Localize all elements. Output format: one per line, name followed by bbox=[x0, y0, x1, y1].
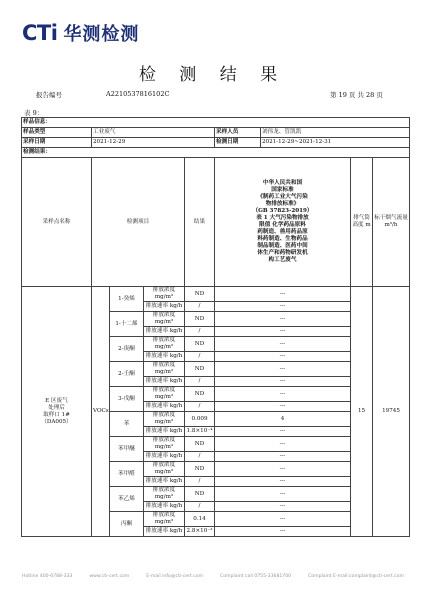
standard-line: 制品制造、医药中间 bbox=[257, 243, 308, 249]
rate-standard: --- bbox=[215, 377, 351, 387]
conc-label: 排放浓度 mg/m³ bbox=[144, 287, 185, 302]
rate-value: / bbox=[185, 502, 215, 512]
logo-latin-text: CTi bbox=[22, 21, 58, 45]
conc-label: 排放浓度 mg/m³ bbox=[144, 387, 185, 402]
compound-name: 1-十二烯 bbox=[110, 312, 144, 337]
footer-website: www.cti-cert.com bbox=[89, 574, 130, 579]
conc-label: 排放浓度 mg/m³ bbox=[144, 462, 185, 477]
conc-standard: --- bbox=[215, 437, 351, 452]
col-header-item: 检测项目 bbox=[92, 158, 185, 287]
company-logo bbox=[22, 20, 139, 46]
conc-label: 排放浓度 mg/m³ bbox=[144, 512, 185, 527]
sampler-label: 采样人员 bbox=[215, 128, 261, 138]
group-label: VOCs bbox=[92, 287, 110, 537]
standard-line: 料药制造、生物药品 bbox=[257, 236, 308, 242]
rate-value: / bbox=[185, 302, 215, 312]
conc-standard: --- bbox=[215, 362, 351, 377]
rate-label: 排放速率 kg/h bbox=[144, 327, 185, 337]
col-header-height: 排气筒高度 m bbox=[351, 158, 373, 287]
rate-label: 排放速率 kg/h bbox=[144, 477, 185, 487]
conc-label: 排放浓度 mg/m³ bbox=[144, 312, 185, 327]
rate-standard: --- bbox=[215, 502, 351, 512]
rate-label: 排放速率 kg/h bbox=[144, 352, 185, 362]
conc-standard: --- bbox=[215, 287, 351, 302]
logo-chinese-text: 华测检测 bbox=[63, 24, 140, 45]
compound-name: 苯 bbox=[110, 412, 144, 437]
rate-value: / bbox=[185, 377, 215, 387]
compound-name: 丙酮 bbox=[110, 512, 144, 537]
standard-line: 限值 化学药品原料 bbox=[259, 222, 306, 228]
conc-value: ND bbox=[185, 387, 215, 402]
compound-name: 1-癸烯 bbox=[110, 287, 144, 312]
rate-label: 排放速率 kg/h bbox=[144, 427, 185, 437]
test-date-value: 2021-12-29~2021-12-31 bbox=[261, 138, 410, 148]
rate-value: / bbox=[185, 352, 215, 362]
conc-value: ND bbox=[185, 337, 215, 352]
compound-name: 苯甲醚 bbox=[110, 437, 144, 462]
rate-value: / bbox=[185, 402, 215, 412]
standard-line: 物排放标准》 bbox=[265, 201, 300, 207]
page-info: 第 19 页 共 28 页 bbox=[330, 91, 383, 99]
conc-label: 排放浓度 mg/m³ bbox=[144, 412, 185, 427]
table-row bbox=[22, 287, 410, 302]
rate-standard: --- bbox=[215, 452, 351, 462]
standard-line: 药制造、兽用药品原 bbox=[257, 229, 308, 235]
report-number: A2210537816102C bbox=[106, 90, 170, 98]
document-title: 检 测 结 果 bbox=[138, 65, 287, 85]
rate-label: 排放速率 kg/h bbox=[144, 527, 185, 537]
sample-date-label: 采样日期 bbox=[22, 138, 92, 148]
footer-email: E-mail:info@cti-cert.com bbox=[146, 574, 204, 579]
rate-standard: --- bbox=[215, 477, 351, 487]
rate-standard: --- bbox=[215, 427, 351, 437]
conc-value: ND bbox=[185, 287, 215, 302]
report-number-label: 报告编号 bbox=[36, 91, 62, 99]
rate-standard: --- bbox=[215, 327, 351, 337]
footer-complaint-email: Complaint E-mail:complaint@cti-cert.com bbox=[308, 574, 404, 579]
standard-line: （GB 37823-2019） bbox=[252, 208, 313, 214]
results-heading: 检测结果： bbox=[22, 148, 410, 158]
rate-standard: --- bbox=[215, 527, 351, 537]
sample-type-value: 工业废气 bbox=[92, 128, 215, 138]
rate-label: 排放速率 kg/h bbox=[144, 302, 185, 312]
conc-standard: --- bbox=[215, 312, 351, 327]
rate-value: 1.8×10⁻⁴ bbox=[185, 427, 215, 437]
report-table bbox=[21, 117, 410, 537]
conc-label: 排放浓度 mg/m³ bbox=[144, 437, 185, 452]
test-date-label: 检测日期 bbox=[215, 138, 261, 148]
sample-date-value: 2021-12-29 bbox=[92, 138, 215, 148]
standard-line: 体生产和药物研发机 bbox=[257, 250, 308, 256]
rate-standard: --- bbox=[215, 402, 351, 412]
compound-name: 2-庚酮 bbox=[110, 337, 144, 362]
rate-standard: --- bbox=[215, 302, 351, 312]
conc-standard: --- bbox=[215, 337, 351, 352]
conc-standard: 4 bbox=[215, 412, 351, 427]
rate-label: 排放速率 kg/h bbox=[144, 502, 185, 512]
sampling-point: E 区废气 处理后 取样口 1# （DA005） bbox=[22, 287, 92, 537]
col-header-standard bbox=[215, 158, 351, 287]
rate-value: / bbox=[185, 327, 215, 337]
standard-line: 中华人民共和国 bbox=[262, 180, 303, 186]
sampler-value: 刘伟龙、管凯凯 bbox=[261, 128, 410, 138]
standard-line: 国家标准 bbox=[271, 187, 294, 193]
compound-name: 3-戊酮 bbox=[110, 387, 144, 412]
conc-value: 0.009 bbox=[185, 412, 215, 427]
rate-value: 2.8×10⁻³ bbox=[185, 527, 215, 537]
rate-label: 排放速率 kg/h bbox=[144, 402, 185, 412]
compound-name: 苯甲醛 bbox=[110, 462, 144, 487]
conc-label: 排放浓度 mg/m³ bbox=[144, 362, 185, 377]
footer bbox=[22, 574, 404, 579]
rate-label: 排放速率 kg/h bbox=[144, 452, 185, 462]
conc-value: ND bbox=[185, 487, 215, 502]
conc-standard: --- bbox=[215, 462, 351, 477]
conc-value: ND bbox=[185, 312, 215, 327]
rate-standard: --- bbox=[215, 352, 351, 362]
stack-height: 15 bbox=[351, 287, 373, 537]
standard-line: 表 1 大气污染物排放 bbox=[256, 215, 309, 221]
conc-label: 排放浓度 mg/m³ bbox=[144, 337, 185, 352]
compound-name: 苯乙烯 bbox=[110, 487, 144, 512]
rate-value: / bbox=[185, 477, 215, 487]
conc-standard: --- bbox=[215, 387, 351, 402]
conc-standard: --- bbox=[215, 487, 351, 502]
rate-label: 排放速率 kg/h bbox=[144, 377, 185, 387]
conc-label: 排放浓度 mg/m³ bbox=[144, 487, 185, 502]
rate-value: / bbox=[185, 452, 215, 462]
conc-value: ND bbox=[185, 437, 215, 452]
standard-line: 构工艺废气 bbox=[268, 257, 297, 263]
standard-line: 《制药工业大气污染 bbox=[257, 194, 308, 200]
table-number: 表 9： bbox=[24, 109, 44, 117]
col-header-result: 结果 bbox=[185, 158, 215, 287]
conc-value: 0.14 bbox=[185, 512, 215, 527]
sample-type-label: 样品类型 bbox=[22, 128, 92, 138]
conc-standard: --- bbox=[215, 512, 351, 527]
conc-value: ND bbox=[185, 462, 215, 477]
col-header-point: 采样点名称 bbox=[22, 158, 92, 287]
flow-rate: 19745 bbox=[373, 287, 410, 537]
compound-name: 2-壬酮 bbox=[110, 362, 144, 387]
col-header-flow: 标干烟气流量 m³/h bbox=[373, 158, 410, 287]
footer-complaint-call: Complaint call 0755-33681700 bbox=[220, 574, 292, 579]
sample-info-heading: 样品信息： bbox=[22, 118, 410, 128]
conc-value: ND bbox=[185, 362, 215, 377]
footer-hotline: Hotline 400-6788-333 bbox=[22, 574, 73, 579]
